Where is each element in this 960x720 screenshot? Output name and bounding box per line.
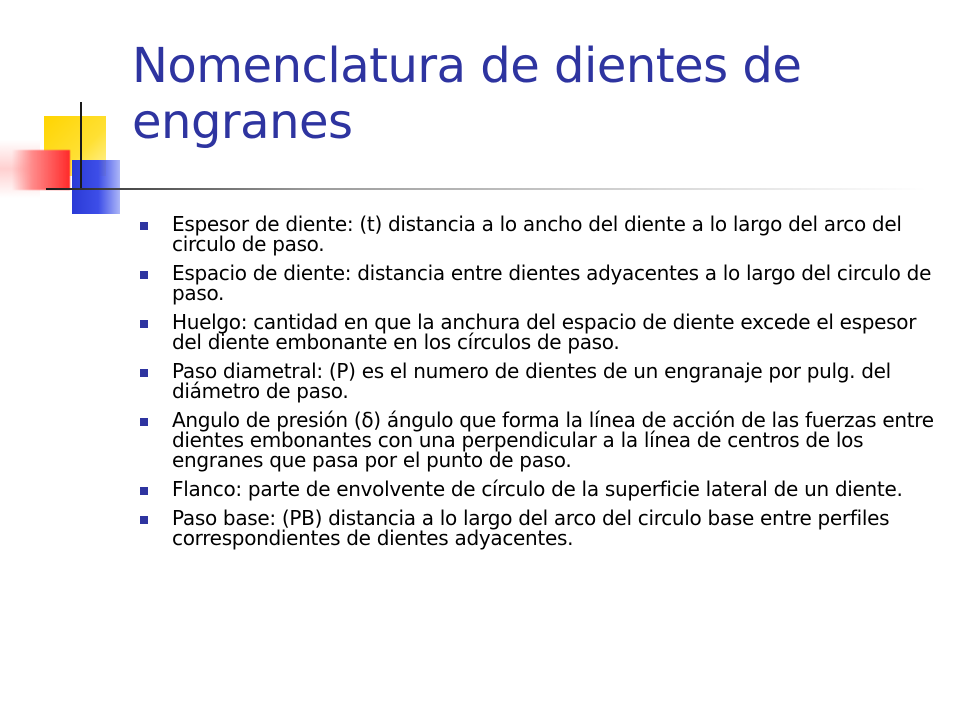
title-underline-rule [46,188,926,190]
red-square-decoration [12,150,70,190]
bullet-text: Huelgo: cantidad en que la anchura del espacio de diente excede el espesor del diente embonante en los círculos de paso. [172,310,917,354]
square-bullet-icon [140,487,148,495]
bullet-item [136,479,936,499]
bullet-item [136,410,936,470]
vertical-rule-decoration [80,102,82,190]
bullet-item [136,214,936,254]
square-bullet-icon [140,516,148,524]
bullet-text: Espesor de diente: (t) distancia a lo ancho del diente a lo largo del arco del circulo de paso. [172,212,902,256]
bullet-text: Espacio de diente: distancia entre dientes adyacentes a lo largo del circulo de paso. [172,261,932,305]
bullet-item [136,263,936,303]
bullet-item [136,361,936,401]
bullet-list [136,214,936,557]
bullet-text: Paso base: (PB) distancia a lo largo del arco del circulo base entre perfiles correspondientes de dientes adyacentes. [172,506,890,550]
square-bullet-icon [140,271,148,279]
bullet-text: Angulo de presión (δ) ángulo que forma la línea de acción de las fuerzas entre dientes embonantes con una perpendicular a la línea de centros de los engranes que pasa por el punto de paso. [172,408,934,472]
bullet-item [136,312,936,352]
square-bullet-icon [140,418,148,426]
bullet-text: Paso diametral: (P) es el numero de dientes de un engranaje por pulg. del diámetro de paso. [172,359,891,403]
square-bullet-icon [140,222,148,230]
bullet-text: Flanco: parte de envolvente de círculo de la superficie lateral de un diente. [172,477,903,501]
bullet-item [136,508,936,548]
square-bullet-icon [140,369,148,377]
square-bullet-icon [140,320,148,328]
slide-title: Nomenclatura de dientes de engranes [132,38,802,150]
